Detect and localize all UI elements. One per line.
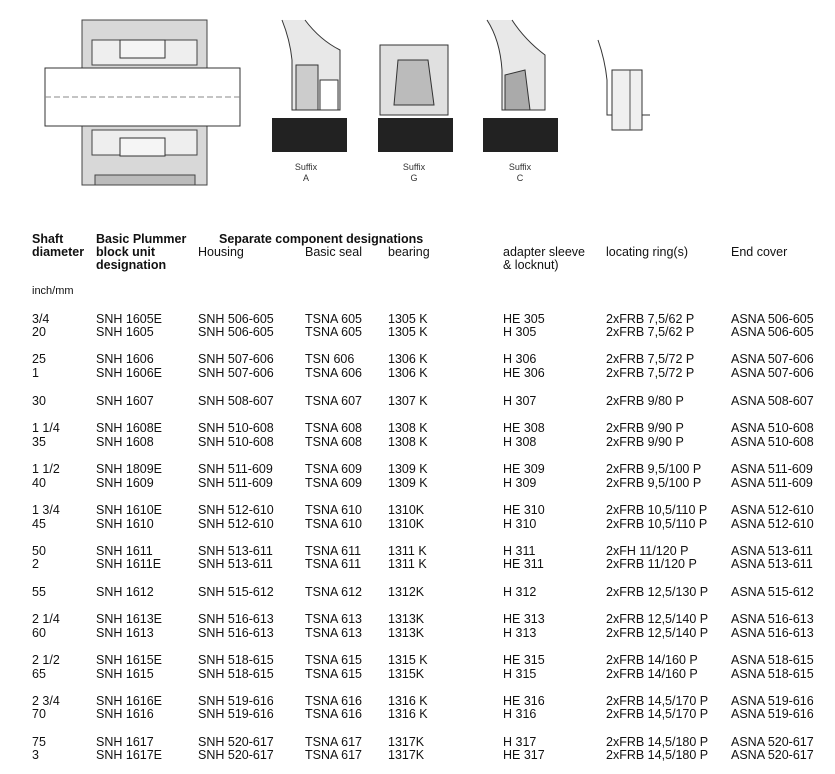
bearing-cell: 1315 K <box>388 653 428 667</box>
housing-cell: SNH 519-616 <box>198 707 274 721</box>
shaft-diameter-cell: 1 1/4 <box>32 421 60 435</box>
end-cover-cell: ASNA 512-610 <box>731 517 814 531</box>
bearing-cell: 1306 K <box>388 352 428 366</box>
plummer-unit-cell: SNH 1617 <box>96 735 154 749</box>
adapter-sleeve-cell: HE 308 <box>503 421 545 435</box>
basic-seal-cell: TSNA 605 <box>305 312 362 326</box>
bearing-cell: 1316 K <box>388 707 428 721</box>
end-cover-cell: ASNA 513-611 <box>731 544 813 558</box>
locating-rings-cell: 2xFRB 14,5/170 P <box>606 694 709 708</box>
end-cover-cell: ASNA 515-612 <box>731 585 814 599</box>
header-end-cover: End cover <box>731 245 788 259</box>
plummer-unit-cell: SNH 1610 <box>96 517 154 531</box>
plummer-unit-cell: SNH 1616E <box>96 694 163 708</box>
end-cover-cell: ASNA 518-615 <box>731 667 814 681</box>
table-row <box>0 503 835 517</box>
technical-drawings <box>0 0 835 200</box>
bearing-cell: 1309 K <box>388 476 428 490</box>
adapter-sleeve-cell: HE 310 <box>503 503 545 517</box>
unit-label: inch/mm <box>32 285 74 297</box>
plummer-unit-cell: SNH 1610E <box>96 503 163 517</box>
adapter-sleeve-cell: H 311 <box>503 544 536 558</box>
end-cover-cell: ASNA 510-608 <box>731 435 814 449</box>
adapter-sleeve-cell: HE 305 <box>503 312 545 326</box>
shaft-diameter-cell: 75 <box>32 735 46 749</box>
locating-rings-cell: 2xFRB 11/120 P <box>606 557 697 571</box>
end-cover-cell: ASNA 508-607 <box>731 394 814 408</box>
table-row <box>0 735 835 749</box>
table-row <box>0 653 835 667</box>
locating-rings-cell: 2xFRB 14,5/170 P <box>606 707 709 721</box>
table-row <box>0 312 835 326</box>
plummer-unit-cell: SNH 1615E <box>96 653 163 667</box>
header-separate: Separate component designations <box>219 232 424 246</box>
housing-cell: SNH 519-616 <box>198 694 274 708</box>
header-block-unit: block unit <box>96 245 156 259</box>
bearing-cell: 1316 K <box>388 694 428 708</box>
basic-seal-cell: TSNA 609 <box>305 462 362 476</box>
basic-seal-cell: TSNA 617 <box>305 735 362 749</box>
bearing-cell: 1307 K <box>388 394 428 408</box>
bearing-cell: 1313K <box>388 612 425 626</box>
housing-cell: SNH 516-613 <box>198 612 274 626</box>
plummer-unit-cell: SNH 1611E <box>96 557 162 571</box>
housing-cell: SNH 507-606 <box>198 352 274 366</box>
locating-rings-cell: 2xFRB 9/90 P <box>606 421 684 435</box>
suffix-word: Suffix <box>508 162 532 172</box>
adapter-sleeve-cell: HE 313 <box>503 612 545 626</box>
table-row <box>0 585 835 599</box>
housing-cell: SNH 512-610 <box>198 503 274 517</box>
table-row <box>0 421 835 435</box>
plummer-unit-cell: SNH 1608E <box>96 421 163 435</box>
shaft-diameter-cell: 40 <box>32 476 46 490</box>
shaft-diameter-cell: 20 <box>32 325 46 339</box>
plummer-unit-cell: SNH 1608 <box>96 435 154 449</box>
end-cover-cell: ASNA 519-616 <box>731 694 814 708</box>
shaft-diameter-cell: 30 <box>32 394 46 408</box>
shaft-diameter-cell: 1 3/4 <box>32 503 60 517</box>
housing-cell: SNH 520-617 <box>198 735 274 749</box>
locating-rings-cell: 2xFRB 9/80 P <box>606 394 684 408</box>
plummer-unit-cell: SNH 1605 <box>96 325 154 339</box>
suffix-letter: A <box>302 173 309 183</box>
end-cover-cell: ASNA 520-617 <box>731 735 814 749</box>
plummer-unit-cell: SNH 1617E <box>96 748 163 762</box>
adapter-sleeve-cell: H 317 <box>503 735 537 749</box>
plummer-unit-cell: SNH 1613E <box>96 612 163 626</box>
bearing-cell: 1311 K <box>388 557 427 571</box>
shaft-diameter-cell: 25 <box>32 352 46 366</box>
shaft-diameter-cell: 65 <box>32 667 46 681</box>
table-row <box>0 544 835 558</box>
shaft-diameter-cell: 35 <box>32 435 46 449</box>
housing-cell: SNH 516-613 <box>198 626 274 640</box>
adapter-sleeve-cell: HE 306 <box>503 366 545 380</box>
plummer-unit-cell: SNH 1609 <box>96 476 154 490</box>
adapter-sleeve-cell: H 306 <box>503 352 537 366</box>
locating-rings-cell: 2xFRB 9,5/100 P <box>606 476 702 490</box>
housing-cell: SNH 518-615 <box>198 667 274 681</box>
basic-seal-cell: TSNA 605 <box>305 325 362 339</box>
basic-seal-cell: TSNA 616 <box>305 707 362 721</box>
table-row <box>0 325 835 339</box>
shaft-diameter-cell: 45 <box>32 517 46 531</box>
housing-cell: SNH 513-611 <box>198 557 273 571</box>
suffix-letter: G <box>410 173 418 183</box>
locating-rings-cell: 2xFRB 7,5/62 P <box>606 325 695 339</box>
basic-seal-cell: TSN 606 <box>305 352 355 366</box>
housing-cell: SNH 515-612 <box>198 585 274 599</box>
shaft-diameter-cell: 60 <box>32 626 46 640</box>
table-row <box>0 394 835 408</box>
plummer-unit-cell: SNH 1615 <box>96 667 154 681</box>
shaft-diameter-cell: 1 1/2 <box>32 462 60 476</box>
plummer-unit-cell: SNH 1611 <box>96 544 153 558</box>
basic-seal-cell: TSNA 608 <box>305 435 362 449</box>
suffix-letter: C <box>516 173 524 183</box>
end-cover-cell: ASNA 512-610 <box>731 503 814 517</box>
shaft-diameter-cell: 2 3/4 <box>32 694 60 708</box>
housing-cell: SNH 510-608 <box>198 421 274 435</box>
shaft-diameter-cell: 3/4 <box>32 312 50 326</box>
header-diameter: diameter <box>32 245 85 259</box>
housing-cell: SNH 511-609 <box>198 476 273 490</box>
adapter-sleeve-cell: H 310 <box>503 517 537 531</box>
housing-cell: SNH 510-608 <box>198 435 274 449</box>
locating-rings-cell: 2xFRB 14/160 P <box>606 667 698 681</box>
locating-rings-cell: 2xFRB 9/90 P <box>606 435 684 449</box>
locating-rings-cell: 2xFRB 14,5/180 P <box>606 735 709 749</box>
housing-cell: SNH 508-607 <box>198 394 274 408</box>
bearing-cell: 1308 K <box>388 435 428 449</box>
adapter-sleeve-cell: H 308 <box>503 435 537 449</box>
basic-seal-cell: TSNA 611 <box>305 544 362 558</box>
end-cover-cell: ASNA 516-613 <box>731 626 814 640</box>
header-basic-plummer: Basic Plummer <box>96 232 187 246</box>
adapter-sleeve-cell: H 307 <box>503 394 537 408</box>
plummer-unit-cell: SNH 1607 <box>96 394 154 408</box>
locating-rings-cell: 2xFRB 9,5/100 P <box>606 462 702 476</box>
end-cover-cell: ASNA 507-606 <box>731 366 814 380</box>
header-adapter-sleeve: adapter sleeve <box>503 245 586 259</box>
bearing-cell: 1309 K <box>388 462 428 476</box>
table-row <box>0 352 835 366</box>
adapter-sleeve-cell: H 309 <box>503 476 537 490</box>
plummer-unit-cell: SNH 1606 <box>96 352 154 366</box>
bearing-cell: 1305 K <box>388 325 428 339</box>
adapter-sleeve-cell: HE 317 <box>503 748 545 762</box>
basic-seal-cell: TSNA 616 <box>305 694 362 708</box>
locating-rings-cell: 2xFRB 10,5/110 P <box>606 517 708 531</box>
adapter-sleeve-cell: H 305 <box>503 325 537 339</box>
suffix-word: Suffix <box>294 162 318 172</box>
table-row <box>0 626 835 640</box>
shaft-diameter-cell: 2 1/4 <box>32 612 60 626</box>
basic-seal-cell: TSNA 610 <box>305 517 362 531</box>
end-cover-cell: ASNA 518-615 <box>731 653 814 667</box>
basic-seal-cell: TSNA 606 <box>305 366 362 380</box>
header-locating-rings: locating ring(s) <box>606 245 688 259</box>
bearing-cell: 1306 K <box>388 366 428 380</box>
suffix-label-g <box>384 162 444 184</box>
locating-rings-cell: 2xFRB 7,5/72 P <box>606 366 695 380</box>
bearing-cell: 1311 K <box>388 544 427 558</box>
adapter-sleeve-cell: HE 309 <box>503 462 545 476</box>
bearing-cell: 1312K <box>388 585 425 599</box>
bearing-cell: 1310K <box>388 517 425 531</box>
locating-rings-cell: 2xFRB 12,5/140 P <box>606 626 709 640</box>
shaft-diameter-cell: 3 <box>32 748 39 762</box>
end-cover-cell: ASNA 511-609 <box>731 476 813 490</box>
end-cover-cell: ASNA 513-611 <box>731 557 813 571</box>
shaft-diameter-cell: 2 <box>32 557 39 571</box>
suffix-label-a <box>276 162 336 184</box>
basic-seal-cell: TSNA 610 <box>305 503 362 517</box>
basic-seal-cell: TSNA 617 <box>305 748 362 762</box>
plummer-unit-cell: SNH 1605E <box>96 312 163 326</box>
plummer-unit-cell: SNH 1616 <box>96 707 154 721</box>
locating-rings-cell: 2xFH 11/120 P <box>606 544 689 558</box>
housing-cell: SNH 512-610 <box>198 517 274 531</box>
plummer-unit-cell: SNH 1613 <box>96 626 154 640</box>
end-cover-cell: ASNA 511-609 <box>731 462 813 476</box>
shaft-diameter-cell: 55 <box>32 585 46 599</box>
adapter-sleeve-cell: HE 311 <box>503 557 544 571</box>
adapter-sleeve-cell: H 313 <box>503 626 537 640</box>
basic-seal-cell: TSNA 615 <box>305 667 362 681</box>
plummer-unit-cell: SNH 1809E <box>96 462 163 476</box>
locating-rings-cell: 2xFRB 14/160 P <box>606 653 698 667</box>
basic-seal-cell: TSNA 615 <box>305 653 362 667</box>
housing-cell: SNH 506-605 <box>198 325 274 339</box>
shaft-diameter-cell: 2 1/2 <box>32 653 60 667</box>
basic-seal-cell: TSNA 613 <box>305 626 362 640</box>
end-cover-cell: ASNA 520-617 <box>731 748 814 762</box>
adapter-sleeve-cell: HE 315 <box>503 653 545 667</box>
table-row <box>0 366 835 380</box>
table-row <box>0 707 835 721</box>
plummer-unit-cell: SNH 1606E <box>96 366 163 380</box>
header-housing: Housing <box>198 245 244 259</box>
table-row <box>0 517 835 531</box>
header-bearing: bearing <box>388 245 430 259</box>
locating-rings-cell: 2xFRB 12,5/130 P <box>606 585 709 599</box>
basic-seal-cell: TSNA 611 <box>305 557 362 571</box>
bearing-cell: 1308 K <box>388 421 428 435</box>
basic-seal-cell: TSNA 613 <box>305 612 362 626</box>
locating-rings-cell: 2xFRB 10,5/110 P <box>606 503 708 517</box>
shaft-diameter-cell: 50 <box>32 544 46 558</box>
end-cover-cell: ASNA 506-605 <box>731 312 814 326</box>
bearing-cell: 1313K <box>388 626 425 640</box>
header-basic-seal: Basic seal <box>305 245 362 259</box>
shaft-diameter-cell: 70 <box>32 707 46 721</box>
table-row <box>0 435 835 449</box>
bearing-cell: 1310K <box>388 503 425 517</box>
housing-cell: SNH 507-606 <box>198 366 274 380</box>
end-cover-cell: ASNA 516-613 <box>731 612 814 626</box>
table-row <box>0 462 835 476</box>
adapter-sleeve-cell: HE 316 <box>503 694 545 708</box>
housing-cell: SNH 518-615 <box>198 653 274 667</box>
end-cover-cell: ASNA 519-616 <box>731 707 814 721</box>
basic-seal-cell: TSNA 612 <box>305 585 362 599</box>
table-row <box>0 667 835 681</box>
adapter-sleeve-cell: H 316 <box>503 707 537 721</box>
table-row <box>0 748 835 762</box>
plummer-unit-cell: SNH 1612 <box>96 585 154 599</box>
basic-seal-cell: TSNA 609 <box>305 476 362 490</box>
table-row <box>0 694 835 708</box>
housing-cell: SNH 511-609 <box>198 462 273 476</box>
housing-cell: SNH 520-617 <box>198 748 274 762</box>
suffix-label-c <box>490 162 550 184</box>
locating-rings-cell: 2xFRB 12,5/140 P <box>606 612 709 626</box>
table-row <box>0 612 835 626</box>
locating-rings-cell: 2xFRB 7,5/72 P <box>606 352 695 366</box>
end-cover-cell: ASNA 507-606 <box>731 352 814 366</box>
basic-seal-cell: TSNA 608 <box>305 421 362 435</box>
adapter-sleeve-cell: H 315 <box>503 667 537 681</box>
locating-rings-cell: 2xFRB 14,5/180 P <box>606 748 709 762</box>
housing-cell: SNH 513-611 <box>198 544 273 558</box>
bearing-cell: 1315K <box>388 667 425 681</box>
end-cover-cell: ASNA 506-605 <box>731 325 814 339</box>
shaft-diameter-cell: 1 <box>32 366 39 380</box>
header-shaft: Shaft <box>32 232 64 246</box>
bearing-cell: 1317K <box>388 748 425 762</box>
bearing-cell: 1305 K <box>388 312 428 326</box>
end-cover-cell: ASNA 510-608 <box>731 421 814 435</box>
adapter-sleeve-cell: H 312 <box>503 585 537 599</box>
bearing-cell: 1317K <box>388 735 425 749</box>
basic-seal-cell: TSNA 607 <box>305 394 362 408</box>
table-row <box>0 476 835 490</box>
header-designation: designation <box>96 258 167 272</box>
housing-cell: SNH 506-605 <box>198 312 274 326</box>
locating-rings-cell: 2xFRB 7,5/62 P <box>606 312 695 326</box>
header-locknut: & locknut) <box>503 258 559 272</box>
table-row <box>0 557 835 571</box>
suffix-word: Suffix <box>402 162 426 172</box>
